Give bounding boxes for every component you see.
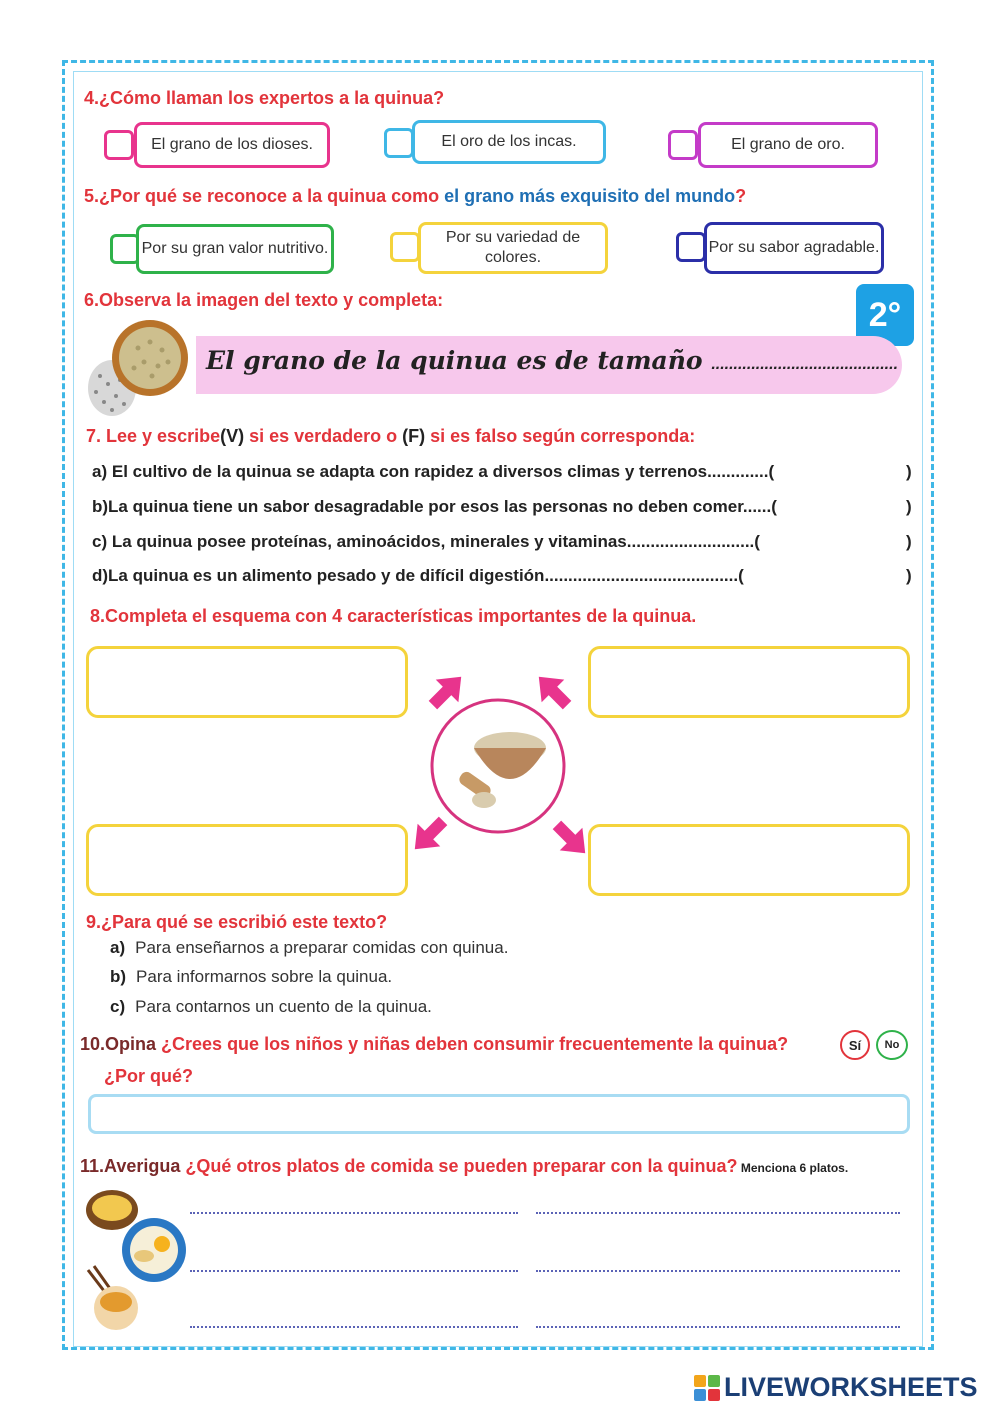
q11-line-3[interactable]	[190, 1270, 518, 1272]
q9-option-a[interactable]	[110, 938, 508, 958]
q7-item-c	[92, 532, 760, 552]
q7-item-d-letter: d)	[92, 566, 109, 585]
q7-item-d-text: La quinua es un alimento pesado y de difícil digestión.........................................(	[108, 566, 744, 585]
q5-option2-label: Por su variedad de colores.	[445, 229, 581, 266]
q7-item-a	[92, 462, 774, 482]
q10-yes-button[interactable]: Sí	[840, 1030, 870, 1060]
q10-title-b: ¿Crees que los niños y niñas deben consumir frecuentemente la quinua?	[161, 1034, 789, 1054]
q9-option-c-letter: c)	[110, 997, 126, 1016]
q7-item-c-text: La quinua posee proteínas, aminoácidos, minerales y vitaminas...........................(	[111, 532, 760, 551]
q4-option1-label: El grano de los dioses.	[151, 136, 313, 153]
arrow-top-right-icon	[527, 665, 578, 716]
liveworksheets-brand: LIVEWORKSHEETS	[724, 1372, 978, 1402]
q8-box-bottom-left[interactable]	[86, 824, 408, 896]
q7-item-b-text: La quinua tiene un sabor desagradable por esos las personas no deben comer......(	[108, 497, 777, 516]
q9-option-c-text: Para contarnos un cuento de la quinua.	[135, 997, 432, 1016]
q4-option3[interactable]	[698, 122, 878, 168]
q7-title-c: si es falso según corresponda:	[425, 426, 696, 446]
q11-title-a: 11.Averigua	[80, 1156, 186, 1176]
q7-item-c-letter: c)	[92, 532, 108, 551]
q7-title-b: si es verdadero o	[244, 426, 403, 446]
q10-why-label: ¿Por qué?	[104, 1066, 193, 1086]
q5-option1-label: Por su gran valor nutritivo.	[141, 240, 329, 257]
q6-sentence-text: El grano de la quinua es de tamaño	[206, 346, 703, 375]
q6-title: 6.Observa la imagen del texto y completa:	[84, 290, 444, 310]
q9-option-b-letter: b)	[110, 967, 127, 986]
q7-item-c-answer[interactable]: )	[906, 532, 912, 551]
q4-option2-checkbox[interactable]	[384, 128, 414, 158]
q5-title-a: 5.¿Por qué se reconoce a la quinua como	[84, 186, 445, 206]
q5-title-c: ?	[735, 186, 747, 206]
q10-no-button[interactable]: No	[876, 1030, 908, 1060]
q4-option3-checkbox[interactable]	[668, 130, 698, 160]
q4-option2[interactable]	[412, 120, 606, 164]
q5-option3-checkbox[interactable]	[676, 232, 706, 262]
q8-box-bottom-right[interactable]	[588, 824, 910, 896]
q9-option-a-text: Para enseñarnos a preparar comidas con quinua.	[135, 938, 509, 957]
liveworksheets-logo	[694, 1372, 978, 1403]
q8-box-top-left[interactable]	[86, 646, 408, 718]
q9-option-a-letter: a)	[110, 938, 126, 957]
q10-why-answer-field[interactable]	[88, 1094, 910, 1134]
q10-title	[80, 1034, 788, 1055]
q7-item-a-text: El cultivo de la quinua se adapta con rapidez a diversos climas y terrenos.............(	[111, 462, 775, 481]
q7-item-d-answer[interactable]: )	[906, 566, 912, 585]
q4-option1[interactable]	[134, 122, 330, 168]
q11-line-6[interactable]	[536, 1326, 900, 1328]
q11-title-b: ¿Qué otros platos de comida se pueden preparar con la quinua?	[185, 1156, 738, 1176]
q5-option2[interactable]	[418, 222, 608, 274]
q4-title: 4.¿Cómo llaman los expertos a la quinua?	[84, 88, 445, 108]
q11-title	[80, 1156, 848, 1177]
q5-option3-label: Por su sabor agradable.	[708, 239, 880, 256]
q5-option2-checkbox[interactable]	[390, 232, 420, 262]
quinoa-bowl-image	[86, 318, 194, 422]
q7-item-a-letter: a)	[92, 462, 108, 481]
q5-option1[interactable]	[136, 224, 334, 274]
q7-item-b-letter: b)	[92, 497, 109, 516]
q5-title-highlight: el grano más exquisito del mundo	[444, 186, 736, 206]
q7-item-b-answer[interactable]: )	[906, 497, 912, 516]
q7-title-v: (V)	[220, 426, 245, 446]
q5-option3[interactable]	[704, 222, 884, 274]
q4-option2-label: El oro de los incas.	[441, 133, 577, 150]
food-dishes-image	[84, 1186, 188, 1338]
q6-answer-blank[interactable]: ..........................................	[711, 356, 899, 373]
q7-title-a: 7. Lee y escribe	[86, 426, 221, 446]
q9-option-b[interactable]	[110, 967, 392, 987]
q4-option1-checkbox[interactable]	[104, 130, 134, 160]
grade-badge: 2°	[856, 284, 914, 346]
q11-line-1[interactable]	[190, 1212, 518, 1214]
arrow-bottom-right-icon	[546, 814, 597, 865]
q7-item-a-answer[interactable]: )	[906, 462, 912, 481]
q8-scheme-graphic	[400, 660, 600, 876]
liveworksheets-logo-icon	[694, 1375, 720, 1401]
q11-line-2[interactable]	[536, 1212, 900, 1214]
q9-option-b-text: Para informarnos sobre la quinua.	[136, 967, 393, 986]
q6-sentence	[206, 346, 898, 375]
q8-box-top-right[interactable]	[588, 646, 910, 718]
q7-title	[86, 426, 695, 447]
q11-line-4[interactable]	[536, 1270, 900, 1272]
q10-title-a: 10.Opina	[80, 1034, 162, 1054]
q9-title: 9.¿Para qué se escribió este texto?	[86, 912, 388, 932]
q5-title	[84, 186, 746, 207]
q7-item-b	[92, 497, 777, 517]
arrow-bottom-left-icon	[403, 810, 454, 861]
q7-title-f: (F)	[402, 426, 426, 446]
q11-line-5[interactable]	[190, 1326, 518, 1328]
q7-item-d	[92, 566, 744, 586]
q11-title-c: Menciona 6 platos.	[737, 1161, 849, 1175]
q9-option-c[interactable]	[110, 997, 432, 1017]
q8-title: 8.Completa el esquema con 4 características importantes de la quinua.	[90, 606, 697, 626]
q4-option3-label: El grano de oro.	[731, 136, 845, 153]
